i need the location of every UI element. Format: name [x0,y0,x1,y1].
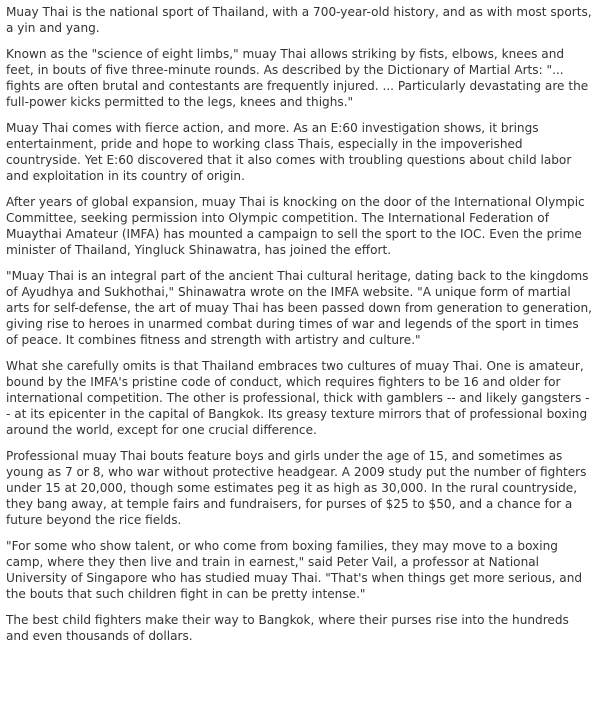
article-paragraph: What she carefully omits is that Thailand embraces two cultures of muay Thai. One is amateur, bound by the IMFA's pristine code of conduct, which requires fighters to be 16 and older for international competition. The other is professional, thick with gamblers -- and likely gangsters -- at its epicenter in the capital of Bangkok. Its greasy texture mirrors that of professional boxing around the world, except for one crucial difference. [6,359,590,437]
article-paragraph: "For some who show talent, or who come from boxing families, they may move to a boxing camp, where they then live and train in earnest," said Peter Vail, a professor at National University of Singapore who has studied muay Thai. "That's when things get more serious, and the bouts that such children fight in can be pretty intense." [6,539,583,601]
article-paragraph: Known as the "science of eight limbs," muay Thai allows striking by fists, elbows, knees and feet, in bouts of five three-minute rounds. As described by the Dictionary of Martial Arts: "... fights are often brutal and contestants are frequently injured. ... Particularly devastating are the full-power kicks permitted to the legs, knees and thighs." [6,47,589,109]
article-paragraph: Muay Thai is the national sport of Thailand, with a 700-year-old history, and as with most sports, a yin and yang. [6,5,592,35]
article-paragraph: The best child fighters make their way to Bangkok, where their purses rise into the hundreds and even thousands of dollars. [6,613,569,643]
article-paragraph: Professional muay Thai bouts feature boys and girls under the age of 15, and sometimes as young as 7 or 8, who war without protective headgear. A 2009 study put the number of fighters under 15 at 20,000, though some estimates peg it as high as 30,000. In the rural countryside, they bang away, at temple fairs and fundraisers, for purses of $25 to $50, and a chance for a future beyond the rice fields. [6,449,587,527]
article-paragraph: Muay Thai comes with fierce action, and more. As an E:60 investigation shows, it brings entertainment, pride and hope to working class Thais, especially in the impoverished countryside. Yet E:60 discovered that it also comes with troubling questions about child labor and exploitation in its country of origin. [6,121,572,183]
article-paragraph: After years of global expansion, muay Thai is knocking on the door of the International Olympic Committee, seeking permission into Olympic competition. The International Federation of Muaythai Amateur (IMFA) has mounted a campaign to sell the sport to the IOC. Even the prime minister of Thailand, Yingluck Shinawatra, has joined the effort. [6,195,585,257]
article-paragraph: "Muay Thai is an integral part of the ancient Thai cultural heritage, dating back to the kingdoms of Ayudhya and Sukhothai," Shinawatra wrote on the IMFA website. "A unique form of martial arts for self-defense, the art of muay Thai has been passed down from generation to generation, giving rise to heroes in unarmed combat during times of war and legends of the sport in times of peace. It combines fitness and strength with artistry and culture." [6,269,593,347]
